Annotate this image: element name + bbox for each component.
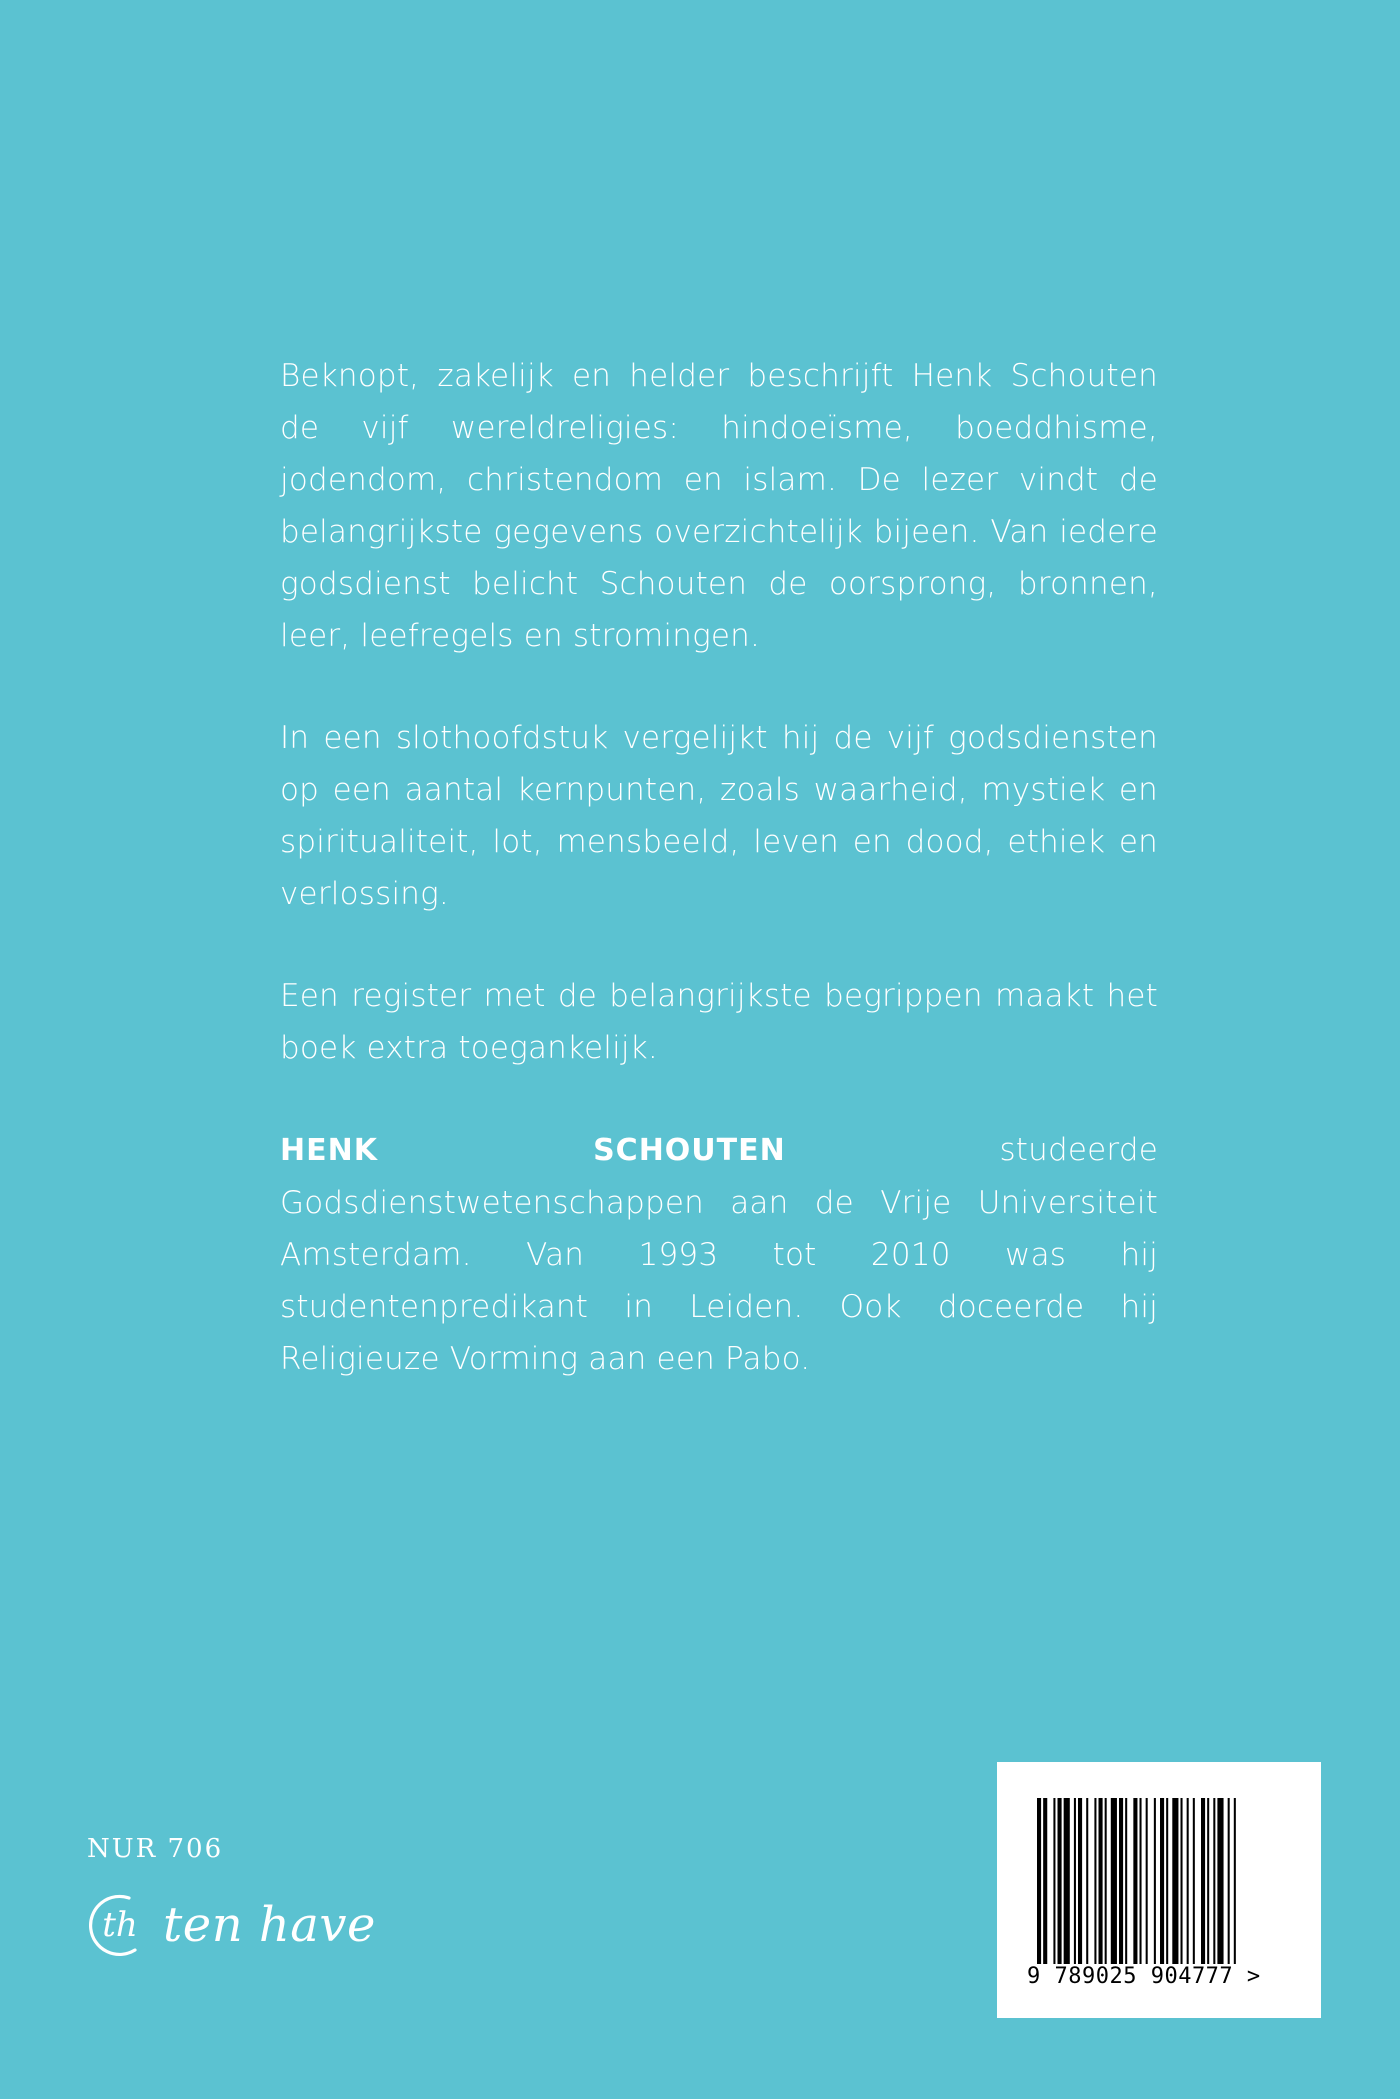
barcode-bar	[1119, 1798, 1123, 1964]
barcode-icon	[1037, 1798, 1279, 1964]
barcode-bar	[1140, 1798, 1142, 1964]
barcode-bar	[1058, 1798, 1062, 1964]
publisher-logo	[85, 1890, 376, 1960]
author-bio	[280, 1124, 1158, 1385]
blurb-paragraph-1: Beknopt, zakelijk en helder beschrijft Henk Schouten de vijf wereldreligies: hindoeïsme, boeddhisme, jodendom, christendom en islam. De lezer vindt de belangrijkste gegevens overzichtelijk bijeen. Van iedere godsdienst belicht Schouten de oorsprong, bronnen, leer, leefregels en stromingen.	[280, 358, 1158, 654]
barcode-bar	[1125, 1798, 1127, 1964]
barcode-bar	[1133, 1798, 1137, 1964]
publisher-name: ten have	[163, 1897, 376, 1953]
isbn-digits: 9 789025 904777 >	[1027, 1964, 1261, 1989]
barcode-bar	[1105, 1798, 1107, 1964]
blurb-paragraph-3: Een register met de belangrijkste begrippen maakt het boek extra toegankelijk.	[280, 978, 1158, 1066]
barcode-bar	[1181, 1798, 1183, 1964]
barcode-bar	[1064, 1798, 1070, 1964]
nur-code: NUR 706	[87, 1834, 224, 1864]
blurb-paragraph-2: In een slothoofdstuk vergelijkt hij de vijf godsdiensten op een aantal kernpunten, zoals waarheid, mystiek en spiritualiteit, lot, mensbeeld, leven en dood, ethiek en verlossing.	[280, 720, 1158, 912]
barcode-bar	[1037, 1798, 1041, 1964]
author-bio-text: studeerde Godsdienstwetenschappen aan de Vrije Universiteit Amsterdam. Van 1993 tot 2010 was hij studentenpredikant in Leiden. Ook doceerde hij Religieuze Vorming aan een Pabo.	[280, 1132, 1158, 1377]
back-cover-blurb	[280, 350, 1158, 1435]
barcode-bar	[1043, 1798, 1047, 1964]
barcode-bar	[1053, 1798, 1055, 1964]
barcode-bar	[1217, 1798, 1223, 1964]
author-name: HENK SCHOUTEN	[280, 1133, 786, 1168]
barcode-panel	[997, 1762, 1321, 2018]
barcode-bar	[1213, 1798, 1215, 1964]
publisher-th-logo-icon	[85, 1890, 155, 1960]
barcode-bar	[1111, 1798, 1117, 1964]
barcode-bar	[1086, 1798, 1088, 1964]
barcode-bar	[1172, 1798, 1178, 1964]
barcode-bar	[1228, 1798, 1230, 1964]
barcode-bar	[1193, 1798, 1195, 1964]
barcode-bar	[1201, 1798, 1205, 1964]
barcode-bar	[1078, 1798, 1082, 1964]
barcode-bar	[1207, 1798, 1209, 1964]
barcode-bar	[1166, 1798, 1168, 1964]
barcode-bar	[1074, 1798, 1076, 1964]
logo-mark-text: th	[102, 1905, 138, 1945]
barcode-bar	[1187, 1798, 1189, 1964]
barcode-bar	[1234, 1798, 1236, 1964]
barcode-bar	[1154, 1798, 1156, 1964]
barcode-bar	[1146, 1798, 1148, 1964]
barcode-bar	[1094, 1798, 1096, 1964]
barcode-bar	[1160, 1798, 1164, 1964]
barcode-bar	[1099, 1798, 1103, 1964]
